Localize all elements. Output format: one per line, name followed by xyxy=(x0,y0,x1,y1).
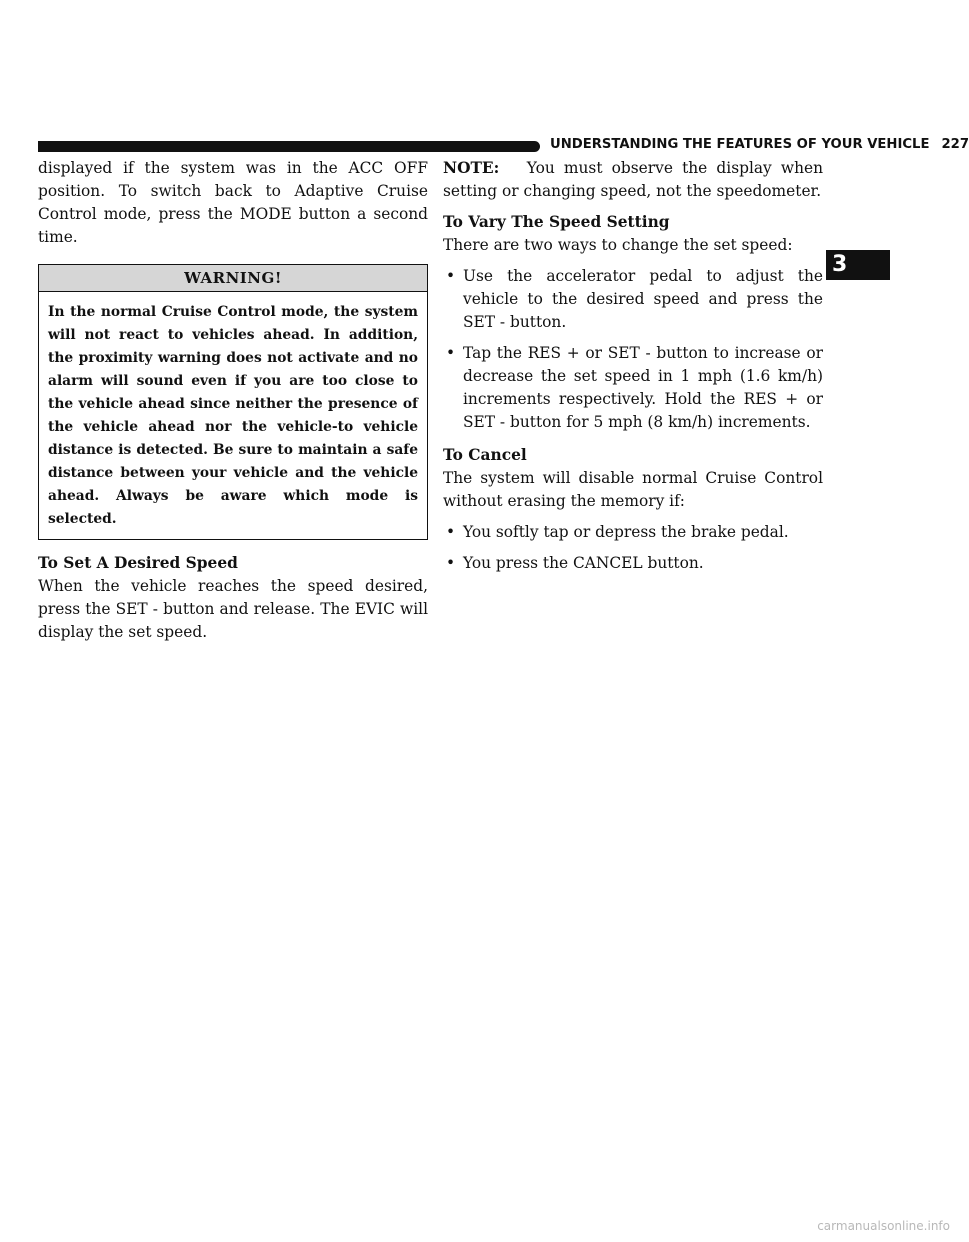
list-item: • You press the CANCEL button. xyxy=(443,552,823,575)
left-column xyxy=(38,157,428,644)
list-item: • Use the accelerator pedal to adjust the vehicle to the desired speed and press the SET - button. xyxy=(446,267,823,331)
list-item: • You softly tap or depress the brake pedal. xyxy=(443,521,823,544)
cancel-list xyxy=(443,521,823,575)
page-number: 227 xyxy=(941,137,969,152)
running-header xyxy=(550,137,969,152)
chapter-tab[interactable]: 3 xyxy=(826,250,890,280)
section-title: UNDERSTANDING THE FEATURES OF YOUR VEHICLE xyxy=(550,137,930,152)
note-paragraph xyxy=(443,157,823,203)
bullet-icon: • xyxy=(446,267,456,285)
set-speed-paragraph: When the vehicle reaches the speed desired, press the SET - button and release. The EVIC will display the set speed. xyxy=(38,577,428,641)
vary-speed-heading: To Vary The Speed Setting xyxy=(443,213,670,231)
warning-title: WARNING! xyxy=(39,265,427,292)
bullet-icon: • xyxy=(446,523,456,541)
bullet-icon: • xyxy=(446,554,456,572)
cancel-heading: To Cancel xyxy=(443,446,527,464)
cancel-intro: The system will disable normal Cruise Control without erasing the memory if: xyxy=(443,469,823,510)
header-rule xyxy=(38,141,540,152)
note-text: You must observe the display when setting or changing speed, not the speedometer. xyxy=(443,159,823,200)
vary-speed-list xyxy=(443,265,823,434)
vary-speed-intro: There are two ways to change the set speed: xyxy=(443,236,793,254)
set-speed-heading: To Set A Desired Speed xyxy=(38,554,238,572)
list-item: • Tap the RES + or SET - button to increase or decrease the set speed in 1 mph (1.6 km/h) increments respectively. Hold the RES + or SET - button for 5 mph (8 km/h) increments. xyxy=(446,344,823,431)
note-label: NOTE: xyxy=(443,159,500,177)
warning-text: In the normal Cruise Control mode, the system will not react to vehicles ahead. In addition, the proximity warning does not activate and no alarm will sound even if you are too close to the vehicle ahead since neither the presence of the vehicle ahead nor the vehicle-to vehicle distance is detected. Be sure to maintain a safe distance between your vehicle and the vehicle ahead. Always be aware which mode is selected. xyxy=(48,304,418,527)
right-column xyxy=(443,157,823,575)
watermark: carmanualsonline.info xyxy=(817,1219,950,1233)
warning-box xyxy=(38,264,428,540)
intro-paragraph: displayed if the system was in the ACC OFF position. To switch back to Adaptive Cruise Control mode, press the MODE button a second time. xyxy=(38,159,428,246)
bullet-icon: • xyxy=(446,344,456,362)
